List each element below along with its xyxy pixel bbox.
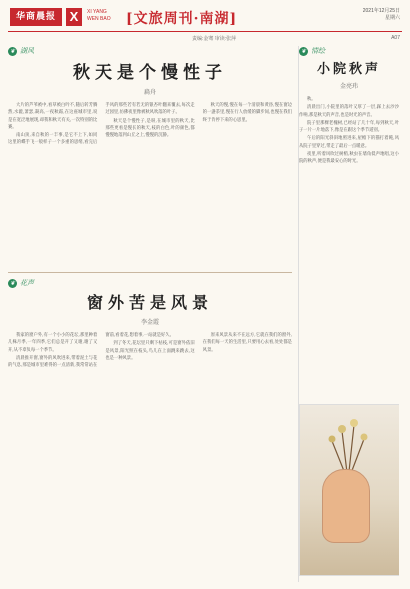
editors-line: 责编:金骞 审读:张萍 [192, 36, 237, 42]
article-tag [8, 278, 292, 288]
article-title: 小院秋声 [316, 62, 381, 77]
leaf-icon: ❦ [9, 47, 16, 55]
article-body [8, 102, 292, 147]
vase-shape [322, 469, 370, 543]
leaf-icon: ❦ [9, 279, 16, 287]
article-tag [299, 46, 399, 56]
article-body [299, 96, 399, 396]
flower-vase-photo [299, 404, 399, 576]
article-author: 李金霞 [140, 319, 159, 326]
newspaper-logo: 华商晨报 [10, 8, 62, 26]
tag-label: 湖风 [20, 47, 34, 55]
article-author: 金亮玮 [339, 83, 358, 90]
main-column [8, 46, 292, 582]
article-autumn [8, 46, 292, 268]
tag-label: 情绘 [311, 47, 325, 55]
x-badge: X [66, 8, 82, 26]
paragraph: 秋天是个慢性子,是呀,在城市里的秋天,比那些更看是慢长的秋天,枝的白色,叶的颜色,都慢慢地落到山丘之上,慢慢的沉静。 [105, 118, 195, 139]
right-column [298, 46, 402, 582]
article-author: 扁舟 [143, 89, 156, 96]
section-divider [8, 272, 292, 273]
date-text: 2021年12月25日 [362, 8, 400, 14]
tag-label: 花声 [20, 279, 34, 287]
paragraph: 原来风景从来不在远方,它就在我们的窗外,在我们每一天的生活里,只要用心去看,处处都是风景。 [202, 333, 292, 353]
page-number: A07 [391, 35, 400, 41]
paragraph: 秋天的慢,慢在每一个清晨和黄昏,慢在窗边的一盏茶里,慢在行人放缓的脚步间,也慢在我们终于肯停下来的心思里。 [202, 103, 292, 123]
paragraph: 南山顶,来自秋的一丰事,是它不上下,如同这里的蝶手飞一般样子一个多重的思绪,看完后手风的那些若有若无的银杏叶翻来覆去,每次走过园里,仿佛夜里像被秋风吹落的叶子。 [8, 103, 195, 146]
page-header [0, 0, 410, 42]
pinyin-label [87, 9, 111, 23]
article-title: 秋天是个慢性子 [73, 63, 227, 83]
pinyin-line-1: XI YANG [87, 9, 107, 15]
paragraph: 大片的芦苇被中,看草被白吟不,随后转芳腾然,水漉,萧瑟,凝高,一夜秋霜,在这座城市里,说是在宽泛地展现,却我和秋天有关,一次特别的比赛。 [8, 103, 98, 130]
paragraph: 午后的阳光斜斜地照进来,屋檐下的猫打着盹,风从院子里穿过,带走了最后一点暖意。 [299, 136, 399, 149]
article-courtyard [299, 46, 399, 582]
paragraph: 我家的窗户外,有一个小小的花坛,那里种着几株月季,一年四季,它们总是开了又谢,谢了又开,从不辜负每一个季节。 [8, 333, 98, 353]
weekday-text: 星期六 [384, 15, 400, 21]
paragraph: 秋。 [307, 97, 316, 102]
paragraph: 院子里那棵老槐树,已经站了几十年,每到秋天,叶子一片一片地落下,像是在跟这个季节道别。 [299, 120, 399, 134]
paragraph: 夜里,听着风吹过树梢,秋虫在墙角低声地唱,这小院的秋声,便是我最安心的时光。 [299, 152, 399, 165]
paragraph: 清晨出门,小院里的落叶又厚了一层,踩上去沙沙作响,那是秋天的声音,也是时光的声音。 [299, 105, 399, 118]
section-title: [文旅周刊·南湖] [126, 11, 238, 27]
paragraph: 到了冬天,花坛里只剩下枯枝,可是窗外依旧是风景,阳光照在枝头,鸟儿在上面跳来跳去,这也是一种风景。 [105, 341, 195, 361]
article-body [8, 332, 292, 532]
leaf-icon: ❦ [300, 47, 307, 55]
article-window [8, 278, 292, 582]
article-title: 窗外苦是风景 [86, 293, 213, 312]
pinyin-line-2: WEN BAO [87, 16, 111, 22]
dateline [363, 8, 400, 22]
paragraph: 清晨推开窗,窗外的风吹进来,带着泥土与花的气息,那是城市里难得的一点清新,我常常站在窗前,看着花,想着事,一站就是好久。 [8, 333, 174, 369]
article-tag [8, 46, 292, 56]
header-rule [8, 31, 402, 32]
